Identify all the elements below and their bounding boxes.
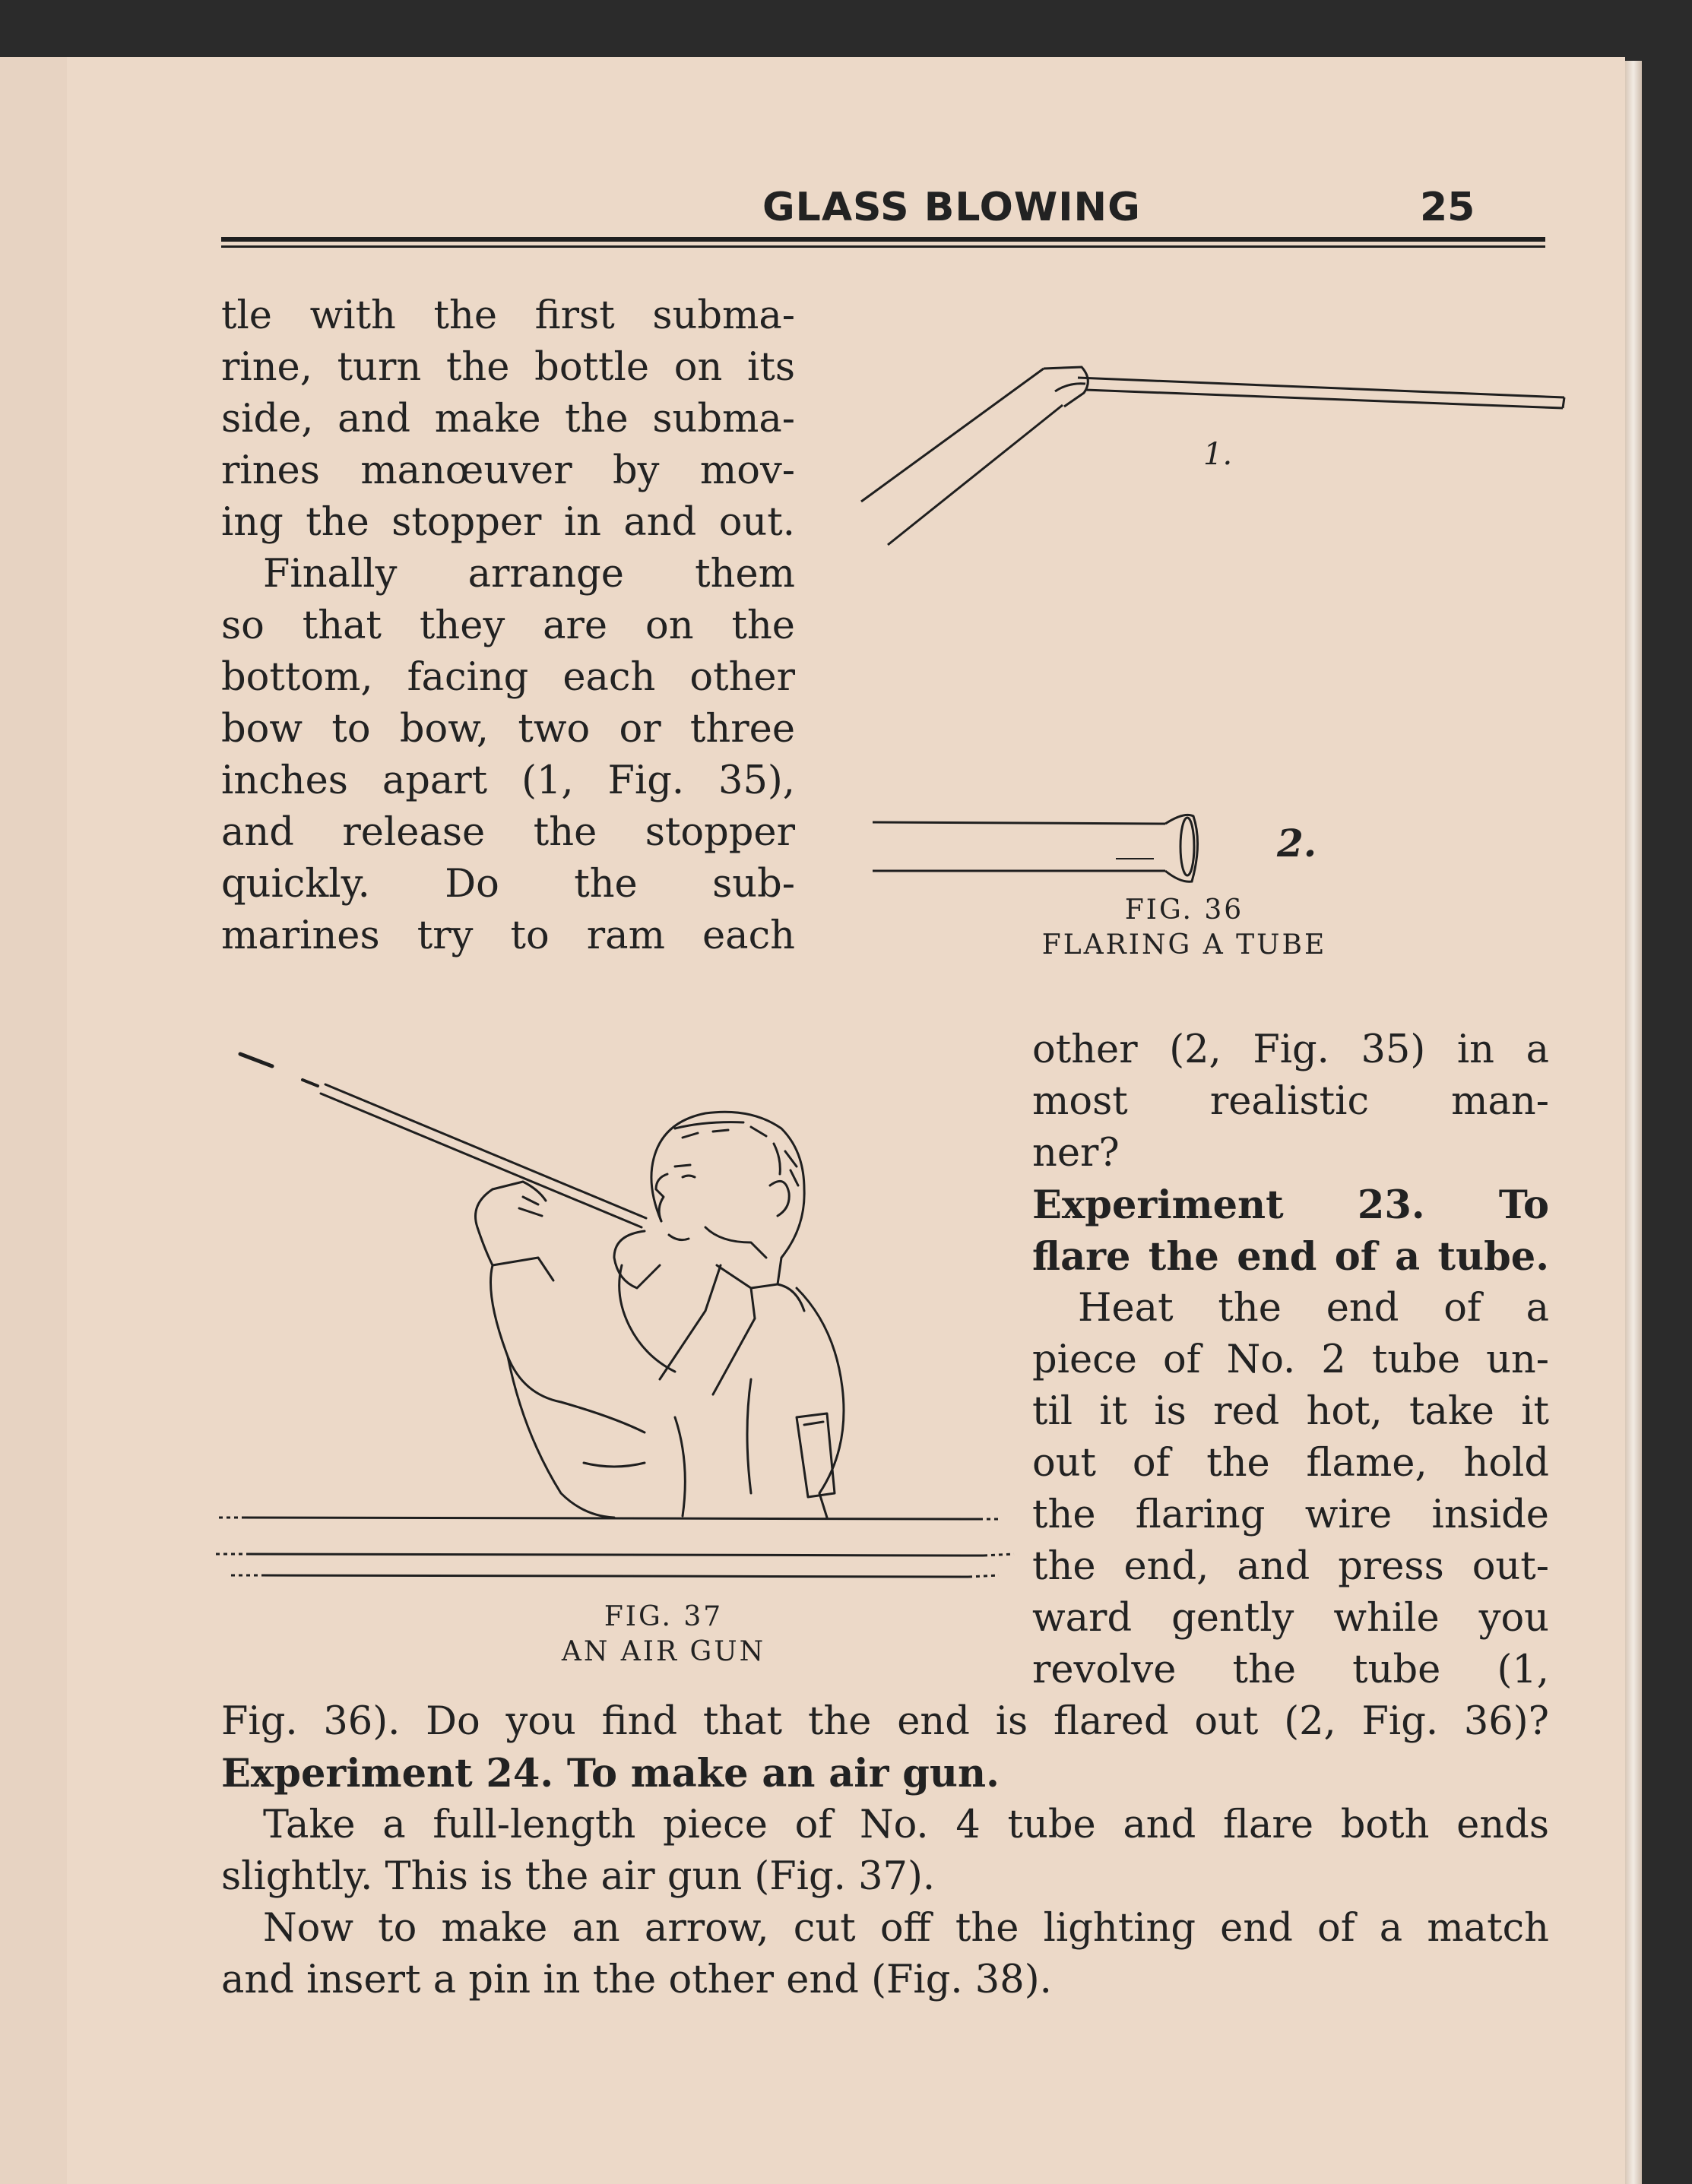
left-column-line: Finally arrange them: [263, 552, 795, 597]
fig37-air-gun-tube: [216, 1545, 1022, 1591]
left-column-line: ing the stopper in and out.: [221, 500, 795, 545]
book-page: [67, 57, 1625, 2184]
body-line: Now to make an arrow, cut off the lighting end of a match: [263, 1906, 1549, 1951]
right-column-line: piece of No. 2 tube un-: [1032, 1337, 1549, 1382]
right-column-line: revolve the tube (1,: [1032, 1647, 1549, 1692]
experiment-24-heading: Experiment 24. To make an air gun.: [221, 1751, 1000, 1796]
right-column-line: out of the flame, hold: [1032, 1441, 1549, 1486]
right-column-line: til it is red hot, take it: [1032, 1389, 1549, 1434]
body-line: Take a full-length piece of No. 4 tube and flare both ends: [263, 1803, 1549, 1847]
fig36-label-1: 1.: [1203, 437, 1233, 472]
running-header-title: GLASS BLOWING: [762, 185, 1141, 230]
body-line: slightly. This is the air gun (Fig. 37).: [221, 1854, 936, 1899]
facing-page-edge: [0, 57, 69, 2184]
fig37-caption-number: FIG. 37: [604, 1601, 724, 1632]
right-column-line: most realistic man-: [1032, 1079, 1549, 1124]
experiment-23-heading: Experiment 23. To: [1032, 1182, 1549, 1228]
header-rule: [221, 237, 1545, 242]
left-column-line: rines manœuver by mov-: [221, 448, 795, 493]
body-line: and insert a pin in the other end (Fig. 38).: [221, 1958, 1052, 2002]
right-column-line: the end, and press out-: [1032, 1544, 1549, 1589]
right-column-line: other (2, Fig. 35) in a: [1032, 1027, 1549, 1072]
fig36-tube-drawing-1: [781, 346, 1572, 551]
right-column-line: ner?: [1032, 1131, 1120, 1176]
left-column-line: rine, turn the bottle on its: [221, 345, 795, 390]
experiment-23-heading: flare the end of a tube.: [1032, 1234, 1549, 1280]
left-column-line: and release the stopper: [221, 810, 795, 855]
fig36-tube-drawing-2: [865, 806, 1230, 889]
right-column-line: Heat the end of a: [1078, 1286, 1549, 1331]
fig36-caption-title: FLARING A TUBE: [1041, 929, 1327, 961]
left-column-line: marines try to ram each: [221, 913, 795, 958]
right-column-line: the flaring wire inside: [1032, 1492, 1549, 1537]
right-column-line: ward gently while you: [1032, 1596, 1549, 1641]
body-line: Fig. 36). Do you find that the end is flared out (2, Fig. 36)?: [221, 1699, 1549, 1744]
fig36-caption-number: FIG. 36: [1124, 894, 1244, 926]
header-rule-thin: [221, 245, 1545, 248]
left-column-line: side, and make the subma-: [221, 397, 795, 442]
fig37-caption-title: AN AIR GUN: [561, 1636, 766, 1667]
left-column-line: quickly. Do the sub-: [221, 862, 795, 907]
left-column-line: bow to bow, two or three: [221, 707, 795, 752]
left-column-line: bottom, facing each other: [221, 655, 795, 700]
page-stack-edge: [1625, 61, 1642, 2184]
left-column-line: inches apart (1, Fig. 35),: [221, 758, 795, 803]
fig36-label-2: 2.: [1277, 821, 1317, 866]
page-number: 25: [1420, 185, 1475, 230]
left-column-line: tle with the first subma-: [221, 293, 795, 338]
left-column-line: so that they are on the: [221, 603, 795, 648]
fig37-air-gun-illustration: [219, 1037, 1070, 1569]
